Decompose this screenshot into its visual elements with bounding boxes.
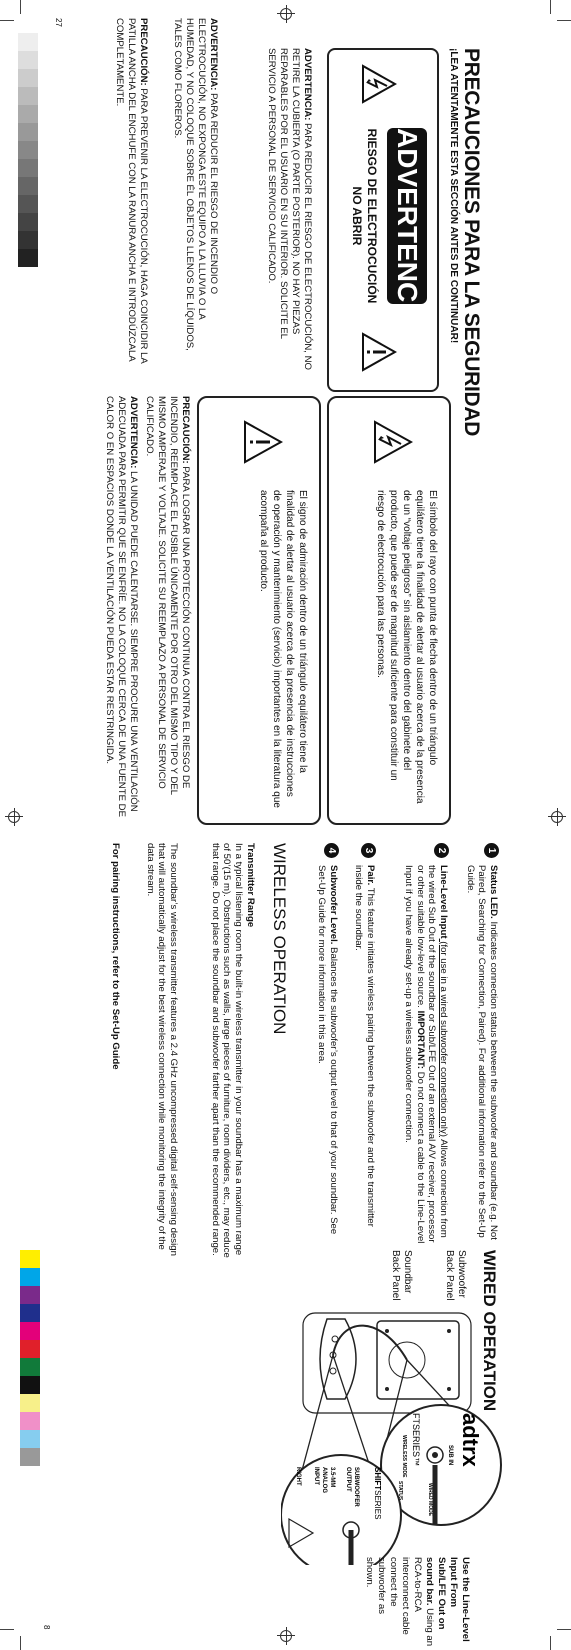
caution-label: PRECAUCIÓN: [138,18,149,86]
lightning-symbol-explanation [327,396,451,825]
label-line: Back Panel [444,1250,455,1301]
status-label: STATUS [397,1481,403,1501]
wireless-mode-label: WIRELESS MODE [401,1435,407,1478]
shift-series-text: SERIES [373,1490,382,1520]
right-label: RIGHT [295,1467,301,1486]
wired-instructions [363,1557,471,1647]
label-line: Subwoofer [456,1250,467,1298]
screw [447,1387,451,1391]
feature-text: Do not connect a cable to the Line-Level Input if you have already set-up a wireless subwoofer connection. [403,865,426,1244]
warning-paragraph [103,396,139,826]
soundbar-panel [320,1319,356,1399]
page-number: 27 [54,18,63,27]
feature-item-pair [353,847,376,1245]
feature-item-subwoofer-level [316,847,339,1245]
warning-label: ADVERTENCIA: [208,18,219,91]
warning-label: ADVERTENCIA: [302,48,313,121]
pairing-note: For pairing instructions, refer to the Set-Up Guide [110,843,121,1070]
sub-in-jack-center [432,1452,438,1458]
soundbar-jack [330,1368,336,1374]
feature-text: Indicates connection status between the subwoofer and soundbar (e.g. Not Paired, Searching for Connection, Paired). For additional information refer to the Set-Up Guide. [464,865,499,1240]
series-text: FTSERIES™ [411,1413,421,1467]
section-title-wired: WIRED OPERATION [480,1250,499,1412]
instruction-bold: Use the Line-Level Input From Sub/LFE Out on sound bar. [424,1557,471,1642]
risk-line: NO ABRIR [350,186,364,246]
warning-label: ADVERTENCIA: [128,396,139,469]
exclamation-symbol-explanation [197,396,321,825]
caution-label: PRECAUCIÓN: [180,396,191,464]
feature-text: This feature initiates wireless pairing between the subwoofer and the transmitter inside the soundbar. [353,865,376,1227]
range-paragraph: In a typical listening room the built-in wireless transmitter in your soundbar has a maximum range of 50’(15 m). Obstructions such as walls, large pieces of furniture, room dividers, etc., may reduce that range. Do not place the soundbar and subwoofer farther apart than the recommended range. [209,843,244,1258]
analog-input-label: ANALOG [321,1467,327,1493]
screw [385,1387,389,1391]
sub-output-label: SUBWOOFER [353,1467,359,1507]
exclamation-symbol-text: El signo de admiración dentro de un triángulo equilátero tiene la finalidad de alertar al usuario acerca de la presencia de instrucciones de operación y mantenimiento (servicio) importantes en la literatura que acompaña al producto. [258,490,308,808]
lightning-warning-icon [361,64,397,104]
warning-text: PARA REDUCIR EL RIESGO DE INCENDIO O ELECTROCUCIÓN, NO EXPONGA ESTE EQUIPO A LA LLUVIA O LA HUMEDAD, Y NO COLOQUE SOBRE ÉL OBJETOS LLENOS DE LÍQUIDOS, TALES COMO FLOREROS. [172,18,219,351]
label-line: Soundbar [402,1250,413,1294]
caution-paragraph [143,396,191,826]
item-number-badge: 2 [434,843,449,858]
page-english-operation [0,825,571,1650]
brand-logo-text: adtrx [458,1413,483,1467]
feature-note: (for use in a wired subwoofer connection only) [438,938,449,1137]
analog-input-label: 3.5-MM [329,1467,335,1488]
warning-banner: ADVERTENCIA [387,128,427,304]
analog-input-label: INPUT [313,1467,319,1485]
caution-paragraph [113,18,149,373]
soundbar-panel-label [389,1250,413,1301]
wired-connection-diagram [281,1295,511,1565]
section-title-wireless: WIRELESS OPERATION [270,843,289,1035]
screw [385,1329,389,1333]
lightning-symbol-text: El símbolo del rayo con punta de flecha dentro de un triángulo equilátero tiene la finalidad de alertar al usuario acerca de la presencia de un “voltaje peligroso” sin aislamiento dentro del gabinete del producto, que puede ser de magnitud suficiente para constituir un riesgo de electrocución para las personas. [375,490,438,804]
lightning-warning-icon [373,420,413,464]
shift-text: SHIFT [373,1467,382,1491]
feature-label: Line-Level Input [438,865,449,939]
sub-output-label: OUTPUT [345,1467,351,1492]
item-number-badge: 4 [324,843,339,858]
feature-item-status-led [464,847,499,1245]
warning-text: LA UNIDAD PUEDE CALENTARSE. SIEMPRE PROCURE UNA VENTILACIÓN ADECUADA PARA PERMITIR QUE SE ENFRÍE. NO LA COLOQUE CERCA DE UNA FUENTE DE CALOR O EN ESPACIOS DONDE LA VENTILACIÓN PUEDA ESTAR RESTRINGIDA. [104,396,139,817]
warning-paragraph [265,48,313,378]
item-number-badge: 3 [361,843,376,858]
feature-text: Balances the subwoofer’s output level to that of your soundbar. See Set-Up Guide for more information in this area. [316,865,339,1235]
screw [447,1329,451,1333]
subsection-title-range: Transmitter Range [245,843,256,928]
page-number: 8 [42,1625,51,1630]
sub-in-label: SUB IN [447,1445,453,1466]
important-label: IMPORTANT: [414,1010,426,1070]
exclamation-warning-icon [243,420,283,464]
exclamation-warning-icon [361,332,397,372]
label-line: Back Panel [390,1250,401,1301]
wired-mode-label: WIRED MODE [427,1483,433,1517]
page-title: PRECAUCIONES PARA LA SEGURIDAD [460,48,483,437]
feature-text: Allows connection from the wired Sub Out of the soundbar or Sub/LFE Out of an external A/V receiver, processor or other suitable low-level source. [414,865,449,1243]
caution-text: PARA PREVENIR LA ELECTROCUCIÓN, HAGA COINCIDIR LA PATILLA ANCHA DEL ENCHUFE CON LA RANURA ANCHA E INTRODÚZCALA COMPLETAMENTE. [114,18,149,364]
transmitter-paragraph: The soundbar’s wireless transmitter features a 2.4 GHz uncompressed digital self-sensing design that will automatically adjust for the best wireless connection while monitoring the integrity of the data stream. [144,843,179,1256]
rca-cable [333,1326,407,1360]
feature-label: Status LED. [488,865,499,919]
caution-text: PARA LOGRAR UNA PROTECCIÓN CONTINUA CONTRA EL RIESGO DE INCENDIO, REEMPLACE EL FUSIBLE ÚNICAMENTE POR OTRO DEL MISMO TIPO Y DEL MISMO AMPERAJE Y VOLTAJE. SOLICITE SU REEMPLAZO A PERSONAL DE SERVICIO CALIFICADO. [144,396,191,795]
warning-paragraph [171,18,219,373]
warning-label-box [327,48,439,392]
instruction-text: Using an RCA-to-RCA interconnect cable connect the subwoofer as shown. [364,1557,435,1647]
warning-text: PARA REDUCIR EL RIESGO DE ELECTROCUCIÓN, NO RETIRE LA CUBIERTA (O PARTE POSTERIOR). NO HAY PIEZAS REPARABLES POR EL USUARIO EN SU INTERIOR. SOLICITE EL SERVICIO A PERSONAL DE SERVICIO CALIFICADO. [266,48,313,370]
feature-item-line-level-input [403,847,449,1245]
subwoofer-panel-label [443,1250,467,1301]
risk-line: RIESGO DE ELECTROCUCIÓN [365,128,379,304]
item-number-badge: 1 [484,843,499,858]
shock-risk-text [349,128,379,304]
shift-logo [373,1467,382,1519]
panels-container [303,1313,471,1413]
feature-label: Pair. [365,865,376,886]
feature-label: Subwoofer Level. [328,865,339,945]
page-subtitle: ¡LEA ATENTAMENTE ESTA SECCIÓN ANTES DE CONTINUAR! [448,48,459,344]
